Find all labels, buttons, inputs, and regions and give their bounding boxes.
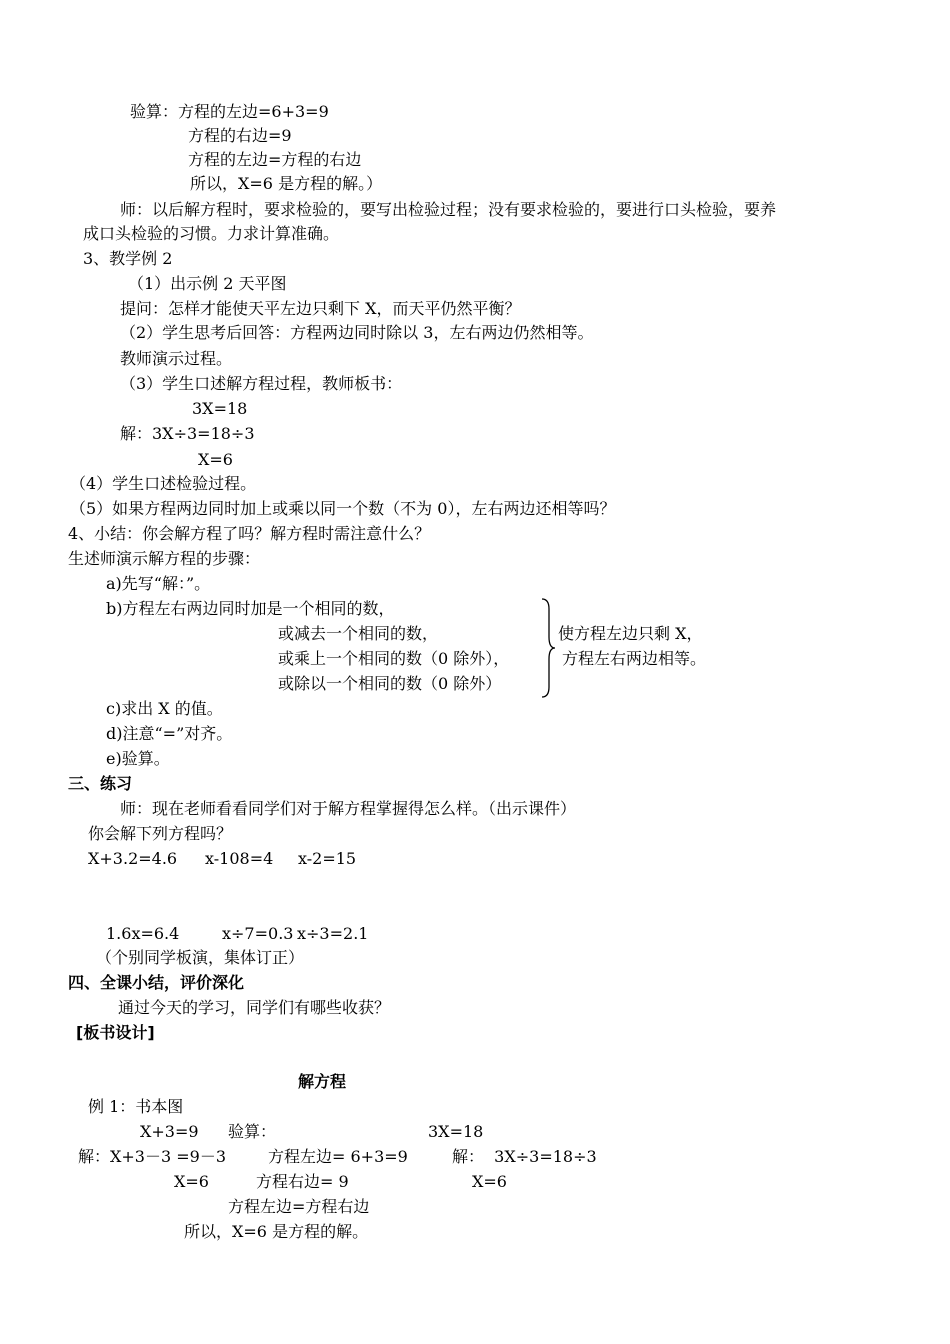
summary-step-d: d)注意“=”对齐。 [106, 724, 233, 743]
check-line-2: 方程的右边=9 [188, 126, 292, 145]
board-example1-solve: 解：X+3－3 =9－3 [78, 1147, 227, 1166]
check-line-4: 所以，X=6 是方程的解。） [190, 174, 383, 193]
example2-demo: 教师演示过程。 [120, 349, 233, 368]
check-line-1: 验算：方程的左边=6+3=9 [130, 102, 329, 121]
board-conclusion: 所以，X=6 是方程的解。 [184, 1222, 369, 1241]
example2-step-1: （1）出示例 2 天平图 [128, 274, 287, 293]
check-line-3: 方程的左边=方程的右边 [188, 150, 362, 169]
example2-heading: 3、教学例 2 [83, 249, 173, 268]
board-example2-result: X=6 [472, 1172, 507, 1191]
practice-note: （个别同学板演，集体订正） [96, 948, 305, 967]
curly-brace-icon [540, 597, 556, 699]
example2-step-5: （5）如果方程两边同时加上或乘以同一个数（不为 0），左右两边还相等吗？ [70, 499, 616, 518]
teacher-note-line-1: 师：以后解方程时，要求检验的，要写出检验过程；没有要求检验的，要进行口头检验，要养 [120, 200, 777, 219]
board-title: 解方程 [298, 1072, 347, 1091]
practice-equation: X+3.2=4.6 [88, 849, 178, 868]
summary-step-b-2: 或减去一个相同的数， [278, 624, 439, 643]
board-check-right: 方程右边= 9 [256, 1172, 349, 1191]
practice-equation: 1.6x=6.4 [106, 924, 180, 943]
summary-step-e: e)验算。 [106, 749, 170, 768]
practice-heading: 三、练习 [68, 774, 133, 793]
practice-equation: x÷3=2.1 [297, 924, 369, 943]
example2-question: 提问：怎样才能使天平左边只剩下 X，而天平仍然平衡？ [120, 299, 521, 318]
practice-teacher: 师：现在老师看看同学们对于解方程掌握得怎么样。（出示课件） [120, 799, 577, 818]
example2-equation-1: 3X=18 [192, 399, 248, 418]
board-check-left: 方程左边= 6+3=9 [268, 1147, 408, 1166]
example2-equation-2: 解：3X÷3=18÷3 [120, 424, 255, 443]
board-check-label: 验算： [228, 1122, 277, 1141]
board-example1-label: 例 1：书本图 [88, 1097, 184, 1116]
board-check-equal: 方程左边=方程右边 [228, 1197, 370, 1216]
summary-heading: 4、小结：你会解方程了吗？解方程时需注意什么？ [68, 524, 431, 543]
board-heading: [板书设计] [76, 1023, 155, 1042]
summary-step-c: c)求出 X 的值。 [106, 699, 223, 718]
practice-equation: x-2=15 [298, 849, 357, 868]
summary-intro: 生述师演示解方程的步骤： [68, 549, 261, 568]
wrapup-heading: 四、全课小结，评价深化 [68, 973, 245, 992]
board-example1-equation: X+3=9 [140, 1122, 199, 1141]
example2-step-4: （4）学生口述检验过程。 [70, 474, 257, 493]
board-example2-solve: 解： 3X÷3=18÷3 [452, 1147, 597, 1166]
teacher-note-line-2: 成口头检验的习惯。力求计算准确。 [83, 224, 340, 243]
board-example2-equation: 3X=18 [428, 1122, 484, 1141]
practice-equation: x÷7=0.3 [222, 924, 294, 943]
wrapup-text: 通过今天的学习，同学们有哪些收获？ [118, 998, 391, 1017]
practice-equation: x-108=4 [205, 849, 274, 868]
example2-equation-3: X=6 [198, 450, 233, 469]
summary-step-b-result-1: 使方程左边只剩 X， [558, 624, 703, 643]
practice-ask: 你会解下列方程吗？ [88, 824, 233, 843]
summary-step-b-result-2: 方程左右两边相等。 [562, 649, 707, 668]
board-example1-result: X=6 [174, 1172, 209, 1191]
example2-step-3: （3）学生口述解方程过程，教师板书： [120, 374, 403, 393]
summary-step-b-1: b)方程左右两边同时加是一个相同的数， [106, 599, 395, 618]
summary-step-b-4: 或除以一个相同的数（0 除外） [278, 674, 502, 693]
example2-step-2: （2）学生思考后回答：方程两边同时除以 3，左右两边仍然相等。 [120, 323, 594, 342]
summary-step-b-3: 或乘上一个相同的数（0 除外）， [278, 649, 510, 668]
summary-step-a: a)先写“解：”。 [106, 574, 211, 593]
